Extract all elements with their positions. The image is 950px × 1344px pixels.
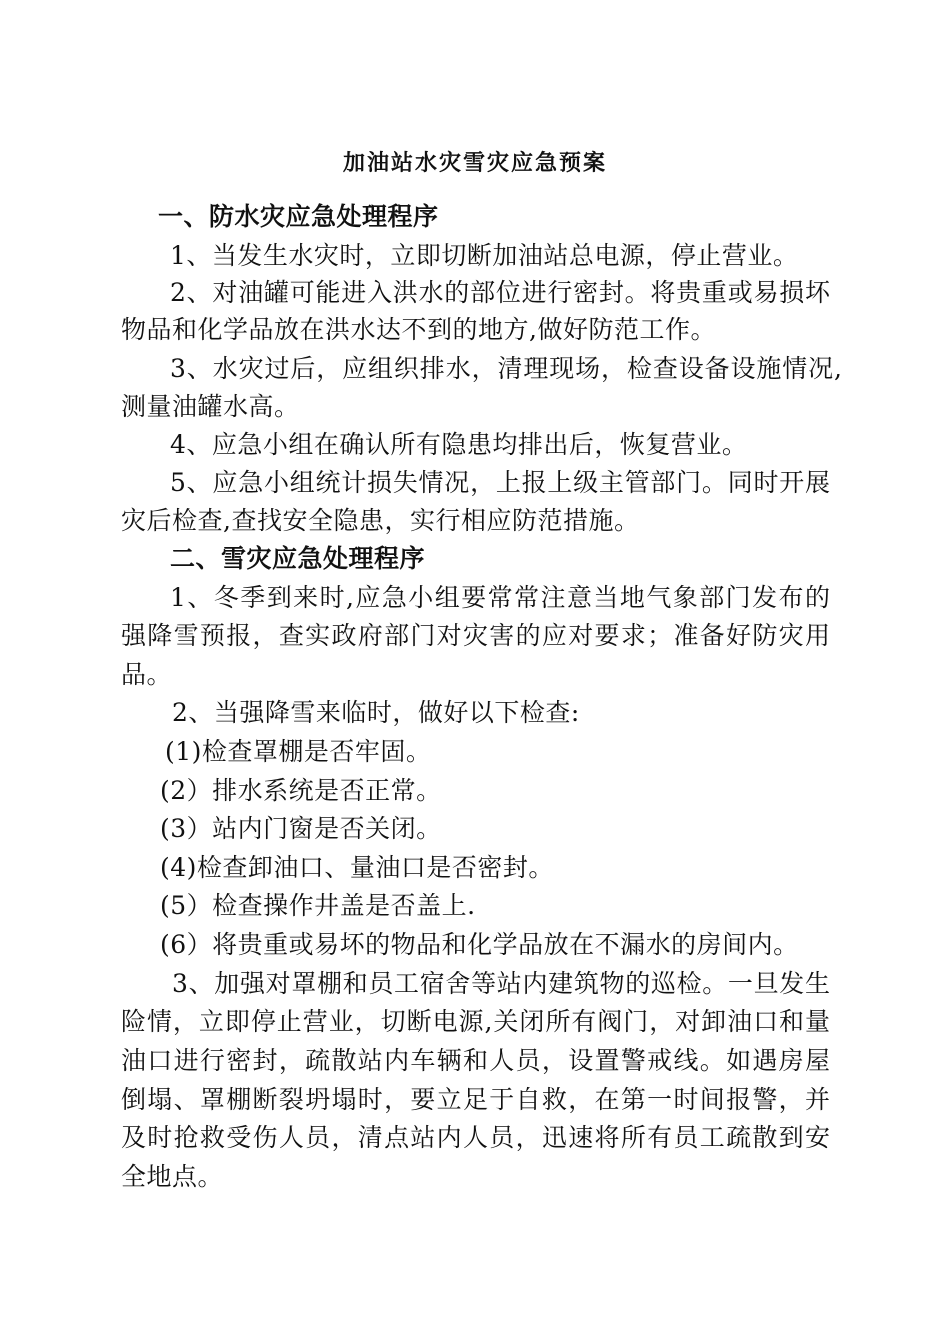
snow-check-2: (2）排水系统是否正常。	[160, 776, 442, 805]
snow-item-3-line-4: 倒塌、罩棚断裂坍塌时，要立足于自救，在第一时间报警，并	[121, 1085, 830, 1114]
snow-item-1-line-1: 1、冬季到来时,应急小组要常常注意当地气象部门发布的	[170, 583, 830, 612]
flood-item-2-line-1: 2、对油罐可能进入洪水的部位进行密封。将贵重或易损坏	[170, 278, 830, 307]
snow-check-1: (1)检查罩棚是否牢固。	[165, 737, 432, 766]
snow-item-3-line-5: 及时抢救受伤人员，清点站内人员，迅速将所有员工疏散到安	[121, 1123, 830, 1152]
snow-item-3-line-2: 险情，立即停止营业，切断电源,关闭所有阀门，对卸油口和量	[121, 1007, 830, 1036]
flood-item-5-line-2: 灾后检查,查找安全隐患，实行相应防范措施。	[121, 506, 640, 535]
snow-item-3-line-1: 3、加强对罩棚和员工宿舍等站内建筑物的巡检。一旦发生	[172, 969, 830, 998]
flood-item-5-line-1: 5、应急小组统计损失情况，上报上级主管部门。同时开展	[170, 468, 830, 497]
flood-item-1-line-1: 1、当发生水灾时，立即切断加油站总电源，停止营业。	[170, 241, 799, 270]
snow-item-3-line-3: 油口进行密封，疏散站内车辆和人员，设置警戒线。如遇房屋	[121, 1046, 830, 1075]
snow-check-3: (3）站内门窗是否关闭。	[160, 814, 442, 843]
flood-item-2-line-2: 物品和化学品放在洪水达不到的地方,做好防范工作。	[121, 315, 716, 344]
flood-item-4-line-1: 4、应急小组在确认所有隐患均排出后，恢复营业。	[170, 430, 748, 459]
snow-item-1-line-3: 品。	[121, 660, 173, 689]
snow-item-2-line-1: 2、当强降雪来临时，做好以下检查:	[172, 698, 580, 727]
snow-item-1-line-2: 强降雪预报，查实政府部门对灾害的应对要求；准备好防灾用	[121, 621, 830, 650]
flood-item-3-line-1: 3、水灾过后，应组织排水，清理现场，检查设备设施情况,	[170, 354, 842, 383]
flood-item-3-line-2: 测量油罐水高。	[121, 392, 300, 421]
section-heading-snow: 二、雪灾应急处理程序	[170, 544, 426, 573]
section-heading-flood: 一、防水灾应急处理程序	[158, 202, 439, 231]
snow-check-5: (5）检查操作井盖是否盖上.	[160, 891, 476, 920]
snow-check-4: (4)检查卸油口、量油口是否密封。	[160, 853, 554, 882]
snow-item-3-line-6: 全地点。	[121, 1162, 224, 1191]
snow-check-6: (6）将贵重或易坏的物品和化学品放在不漏水的房间内。	[160, 930, 799, 959]
document-title: 加油站水灾雪灾应急预案	[342, 150, 607, 176]
